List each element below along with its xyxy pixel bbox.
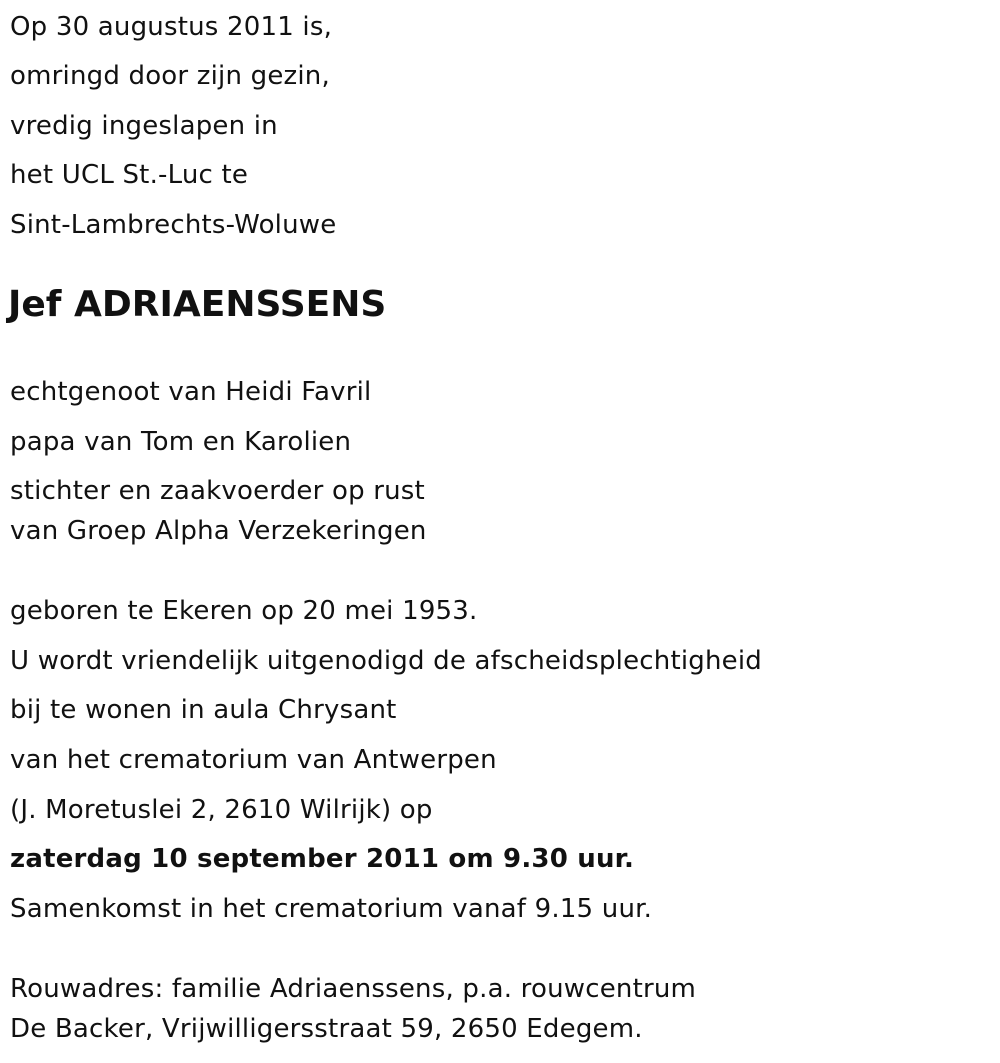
deceased-name: Jef ADRIAENSSENS (8, 284, 387, 325)
mourning-address-line-1: Rouwadres: familie Adriaenssens, p.a. rouwcentrum (10, 974, 697, 1004)
birth-info: geboren te Ekeren op 20 mei 1953. (10, 596, 478, 626)
ceremony-date: zaterdag 10 september 2011 om 9.30 uur. (10, 844, 635, 874)
intro-line-3: vredig ingeslapen in (10, 111, 278, 141)
intro-line-1: Op 30 augustus 2011 is, (10, 12, 333, 42)
invitation-address: (J. Moretuslei 2, 2610 Wilrijk) op (10, 795, 433, 825)
relation-spouse: echtgenoot van Heidi Favril (10, 377, 372, 407)
relation-children: papa van Tom en Karolien (10, 427, 352, 457)
intro-line-2: omringd door zijn gezin, (10, 61, 330, 91)
relation-company: van Groep Alpha Verzekeringen (10, 516, 427, 546)
relation-founder: stichter en zaakvoerder op rust (10, 476, 425, 506)
invitation-line-2: bij te wonen in aula Chrysant (10, 695, 397, 725)
intro-line-5: Sint-Lambrechts-Woluwe (10, 210, 337, 240)
invitation-line-3: van het crematorium van Antwerpen (10, 745, 497, 775)
gathering-info: Samenkomst in het crematorium vanaf 9.15 uur. (10, 894, 653, 924)
invitation-line-1: U wordt vriendelijk uitgenodigd de afscheidsplechtigheid (10, 646, 762, 676)
mourning-address-line-2: De Backer, Vrijwilligersstraat 59, 2650 Edegem. (10, 1014, 643, 1044)
intro-line-4: het UCL St.-Luc te (10, 160, 249, 190)
